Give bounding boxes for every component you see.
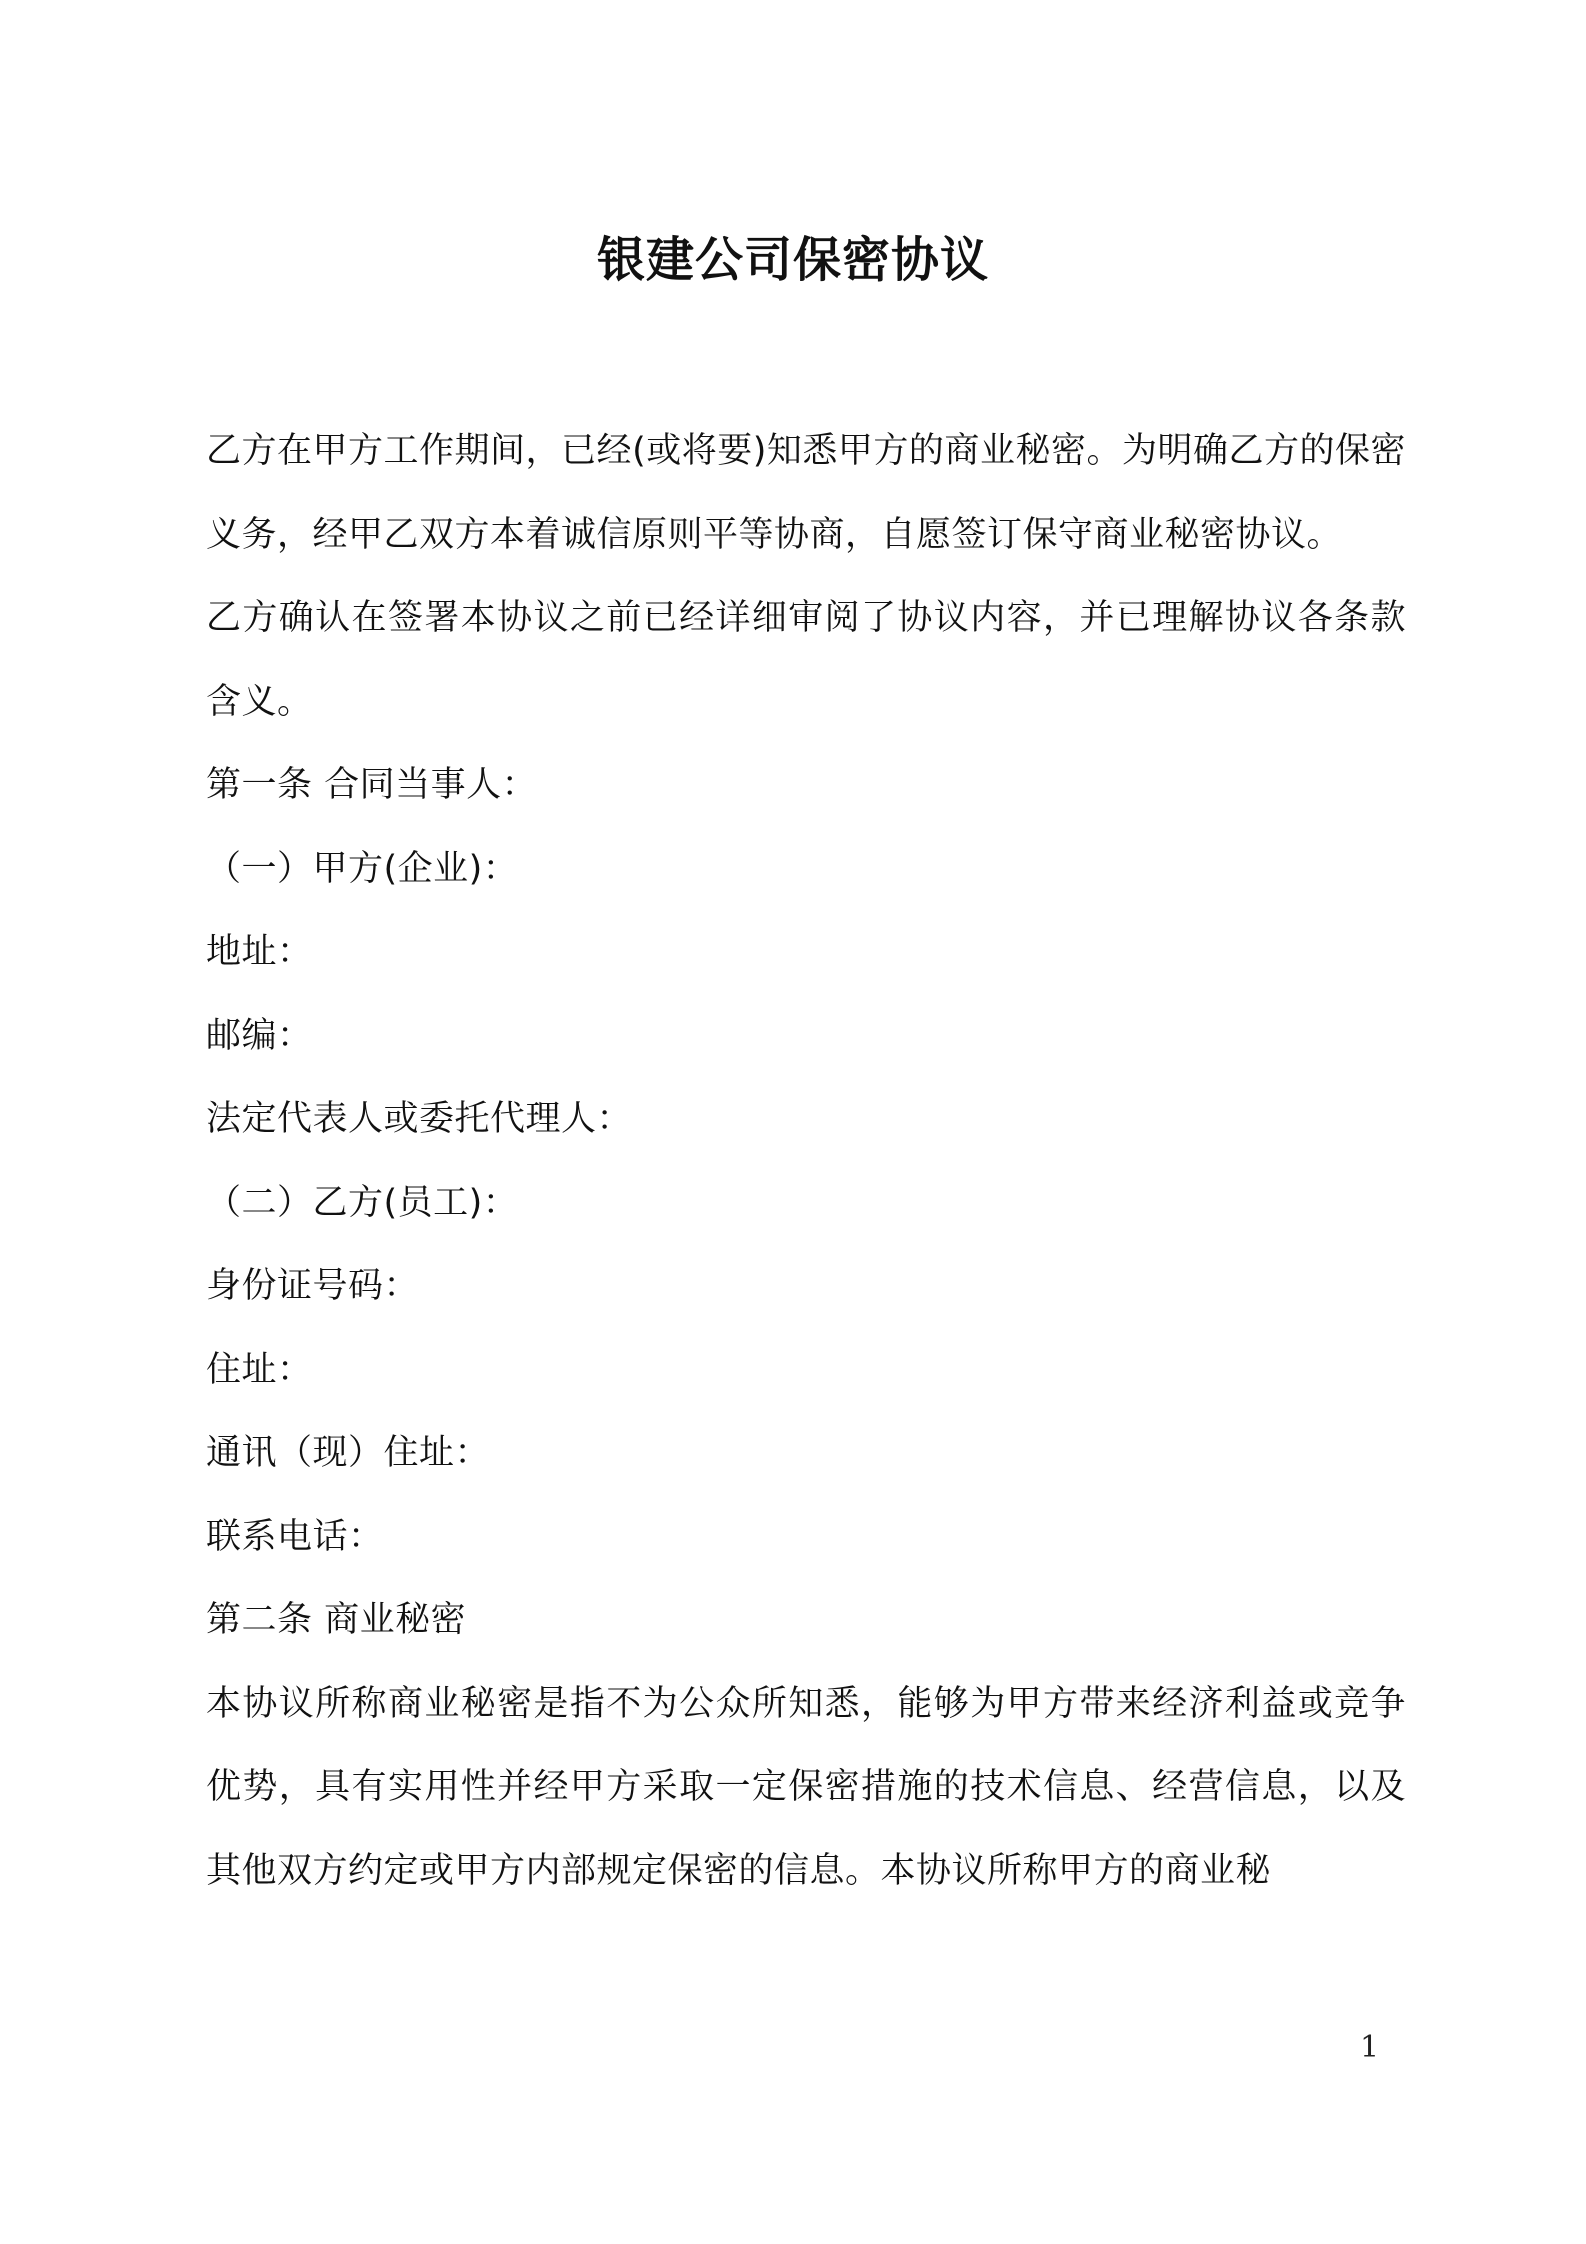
party-b-id-number-field: 身份证号码： — [206, 1266, 420, 1306]
article-1-heading: 第一条 合同当事人： — [206, 765, 538, 805]
paragraph-intro: 乙方在甲方工作期间，已经(或将要)知悉甲方的商业秘密。为明确乙方的保密义务，经甲乙双方本着诚信原则平等协商，自愿签订保守商业秘密协议。 — [206, 431, 1406, 555]
document-title: 银建公司保密协议 — [596, 232, 989, 288]
party-a-representative-field: 法定代表人或委托代理人： — [206, 1099, 633, 1139]
paragraph-trade-secret-definition: 本协议所称商业秘密是指不为公众所知悉，能够为甲方带来经济利益或竞争优势，具有实用性并经甲方采取一定保密措施的技术信息、经营信息，以及其他双方约定或甲方内部规定保密的信息。本协议所称甲方的商业秘 — [206, 1683, 1406, 1891]
party-b-heading: （二）乙方(员工)： — [206, 1182, 519, 1223]
party-a-postcode-field: 邮编： — [206, 1015, 313, 1056]
party-a-address-field: 地址： — [206, 932, 313, 972]
party-a-heading: （一）甲方(企业)： — [206, 848, 519, 889]
paragraph-confirmation: 乙方确认在签署本协议之前已经详细审阅了协议内容，并已理解协议各条款含义。 — [206, 598, 1406, 722]
party-b-phone-field: 联系电话： — [206, 1516, 384, 1557]
party-b-current-address-field: 通讯（现）住址： — [206, 1433, 491, 1473]
document-body — [206, 410, 1406, 1913]
page-number: 1 — [1360, 2030, 1380, 2065]
article-2-heading: 第二条 商业秘密 — [206, 1600, 467, 1640]
party-b-residence-field: 住址： — [206, 1349, 313, 1390]
